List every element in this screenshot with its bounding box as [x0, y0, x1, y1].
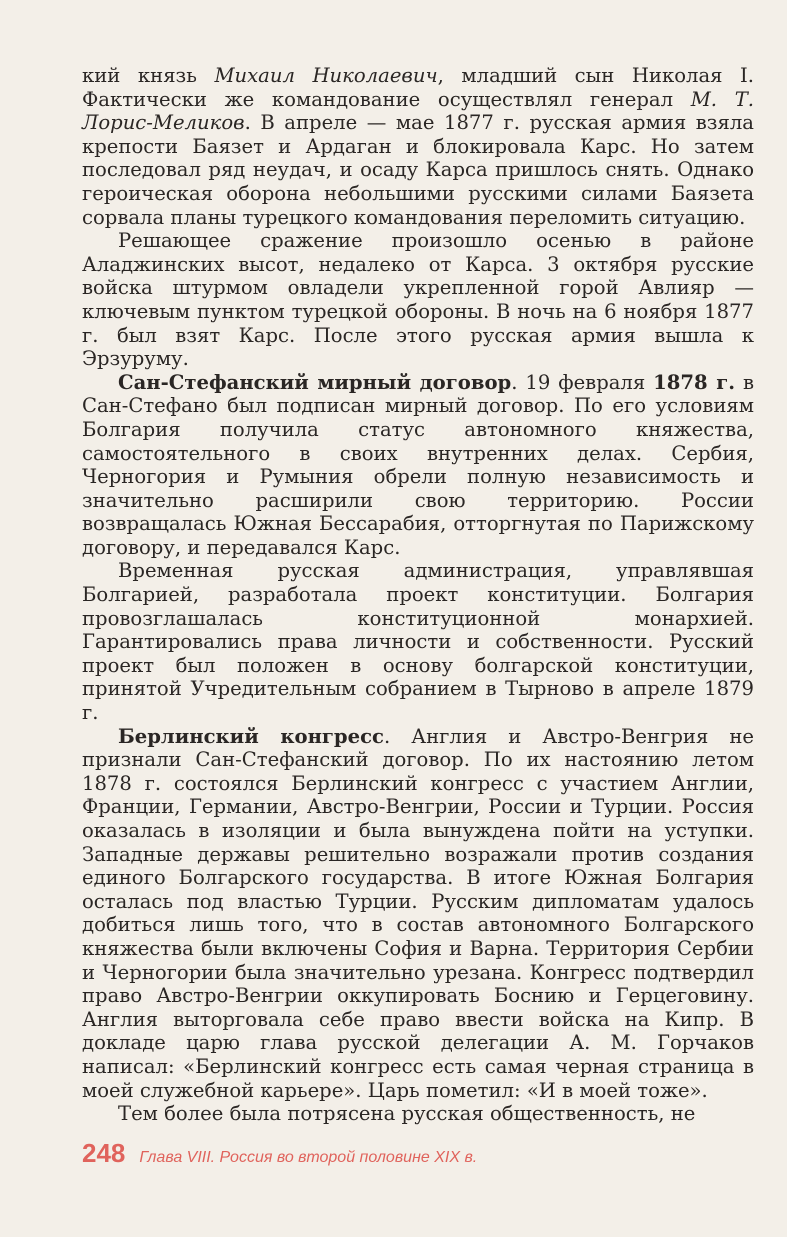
page-footer — [82, 1138, 477, 1169]
paragraph — [82, 229, 754, 371]
paragraph — [82, 725, 754, 1103]
text-run: кий князь — [82, 64, 215, 87]
text-run: Тем более была потрясена русская общественность, не — [118, 1102, 696, 1126]
paragraph — [82, 1102, 754, 1126]
text-run: . 19 февраля — [511, 370, 654, 394]
text-run: в Сан-Стефано был подписан мирный договор. По его условиям Болгария получила статус автономного княжества, самостоятельного в своих внутренних делах. Сербия, Черногория и Румыния обрели полную независимость и значительно расширили свою территорию. России возвращалась Южная Бессарабия, отторгнутая по Парижскому договору, и передавался Карс. — [82, 370, 755, 559]
paragraph — [82, 559, 754, 724]
running-head: Глава VIII. Россия во второй половине XIX в. — [139, 1149, 478, 1166]
text-run: . В апреле — мае 1877 г. русская армия взяла крепости Баязет и Ардаган и блокировала Карс. Но затем последовал ряд неудач, и осаду Карса пришлось снять. Однако героическая оборона небольшими русскими силами Баязета сорвала планы турецкого командования переломить ситуацию. — [82, 111, 754, 229]
text-run: . Англия и Австро-Венгрия не признали Сан-Стефанский договор. По их настоянию летом 1878 г. состоялся Берлинский конгресс с участием Англии, Франции, Германии, Австро-Венгрии, России и Турции. Россия оказалась в изоляции и была вынуждена пойти на уступки. Западные державы решительно возражали против создания единого Болгарского государства. В итоге Южная Болгария осталась под властью Турции. Русским дипломатам удалось добиться лишь того, что в состав автономного Болгарского княжества были включены София и Варна. Территория Сербии и Черногории была значительно урезана. Конгресс подтвердил право Австро-Венгрии оккупировать Боснию и Герцеговину. Англия выторговала себе право ввести войска на Кипр. В докладе царю глава русской делегации А. М. Горчаков написал: «Берлинский конгресс есть самая черная страница в моей служебной карьере». Царь пометил: «И в моей тоже». — [82, 724, 754, 1102]
italic-name: М. Т. Лорис-Меликов — [82, 87, 754, 135]
text-run: Решающее сражение произошло осенью в районе Аладжинских высот, недалеко от Карса. 3 октября русские войска штурмом овладели укрепленной горой Авлияр — ключевым пунктом турецкой обороны. В ночь на 6 ноября 1877 г. был взят Карс. После этого русская армия вышла к Эрзуруму. — [82, 229, 754, 371]
bold-heading: Сан-Стефанский мирный договор — [118, 370, 512, 394]
italic-name: Михаил Николаевич — [214, 64, 438, 87]
text-run: Временная русская администрация, управлявшая Болгарией, разработала проект конституции. Болгария провозглашалась конституционной монархией. Гарантировались права личности и собственности. Русский проект был положен в основу болгарской конституции, принятой Учредительным собранием в Тырново в апреле 1879 г. — [82, 559, 754, 725]
page-number: 248 — [82, 1138, 126, 1168]
bold-heading: 1878 г. — [653, 370, 736, 394]
paragraph — [82, 64, 754, 229]
paragraph — [82, 371, 754, 560]
text-run: , младший сын Николая I. Фактически же командование осуществлял генерал — [82, 64, 755, 111]
page-text — [82, 64, 754, 1126]
bold-heading: Берлинский конгресс — [118, 724, 384, 748]
